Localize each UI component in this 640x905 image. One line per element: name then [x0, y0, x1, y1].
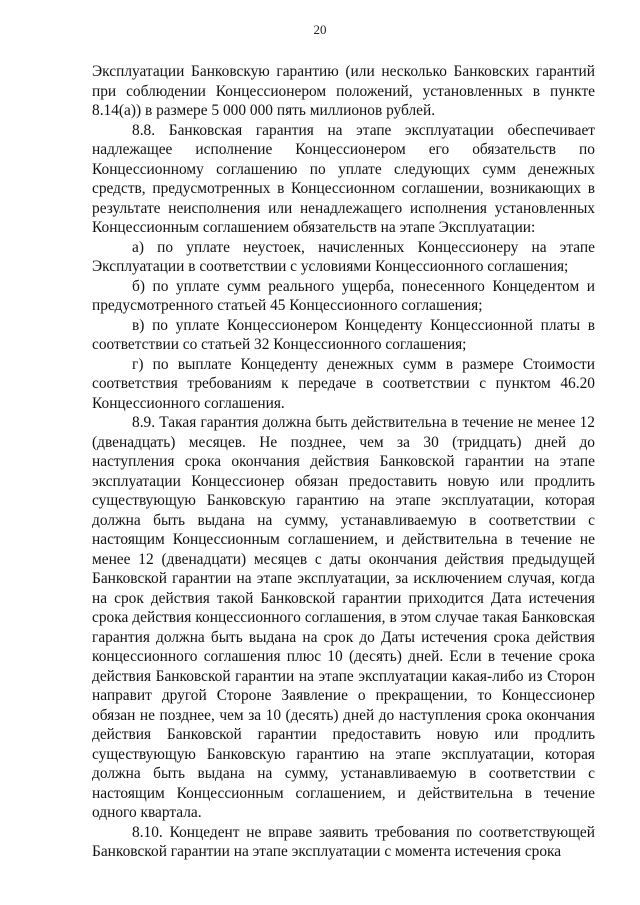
paragraph-continuation: Эксплуатации Банковскую гарантию (или несколько Банковских гарантий при соблюдении Концессионером положений, установленных в пункте 8.14(а)) в размере 5 000 000 пять миллионов рублей. [92, 63, 595, 119]
page-number: 20 [313, 22, 327, 37]
document-body [92, 62, 595, 862]
list-item-v: в) по уплате Концессионером Концеденту Концессионной платы в соответствии со статьей 32 Концессионного соглашения; [92, 316, 595, 353]
list-item-a: а) по уплате неустоек, начисленных Концессионеру на этапе Эксплуатации в соответствии с условиями Концессионного соглашения; [92, 238, 595, 275]
paragraph-8-8: 8.8. Банковская гарантия на этапе эксплуатации обеспечивает надлежащее исполнение Концессионером его обязательств по Концессионному соглашению по уплате следующих сумм денежных средств, предусмотренных в Концессионном соглашении, возникающих в результате неисполнения или ненадлежащего исполнения установленных Концессионным соглашением обязательств на этапе Эксплуатации: [92, 121, 595, 236]
paragraph-8-9: 8.9. Такая гарантия должна быть действительна в течение не менее 12 (двенадцать) месяцев. Не позднее, чем за 30 (тридцать) дней до наступления срока окончания действия Банковской гарантии на этапе эксплуатации Концессионер обязан предоставить новую или продлить существующую Банковскую гарантию на этапе эксплуатации, которая должна быть выдана на сумму, устанавливаемую в соответствии с настоящим Концессионным соглашением, и действительна в течение не менее 12 (двенадцати) месяцев с даты окончания действия предыдущей Банковской гарантии на этапе эксплуатации, за исключением случая, когда на срок действия такой Банковской гарантии приходится Дата истечения срока действия концессионного соглашения, в этом случае такая Банковская гарантия должна быть выдана на срок до Даты истечения срока действия концессионного соглашения плюс 10 (десять) дней. Если в течение срока действия Банковской гарантии на этапе эксплуатации какая-либо из Сторон направит другой Стороне Заявление о прекращении, то Концессионер обязан не позднее, чем за 10 (десять) дней до наступления срока окончания действия Банковской гарантии предоставить новую или продлить существующую Банковскую гарантию на этапе эксплуатации, которая должна быть выдана на сумму, устанавливаемую в соответствии с настоящим Концессионным соглашением, и действительна в течение одного квартала. [92, 414, 595, 821]
list-item-g: г) по выплате Концеденту денежных сумм в размере Стоимости соответствия требованиям к передаче в соответствии с пунктом 46.20 Концессионного соглашения. [92, 355, 595, 412]
paragraph-8-10: 8.10. Концедент не вправе заявить требования по соответствующей Банковской гарантии на этапе эксплуатации с момента истечения срока [92, 823, 595, 860]
list-item-b: б) по уплате сумм реального ущерба, понесенного Концедентом и предусмотренного статьей 45 Концессионного соглашения; [92, 277, 595, 314]
